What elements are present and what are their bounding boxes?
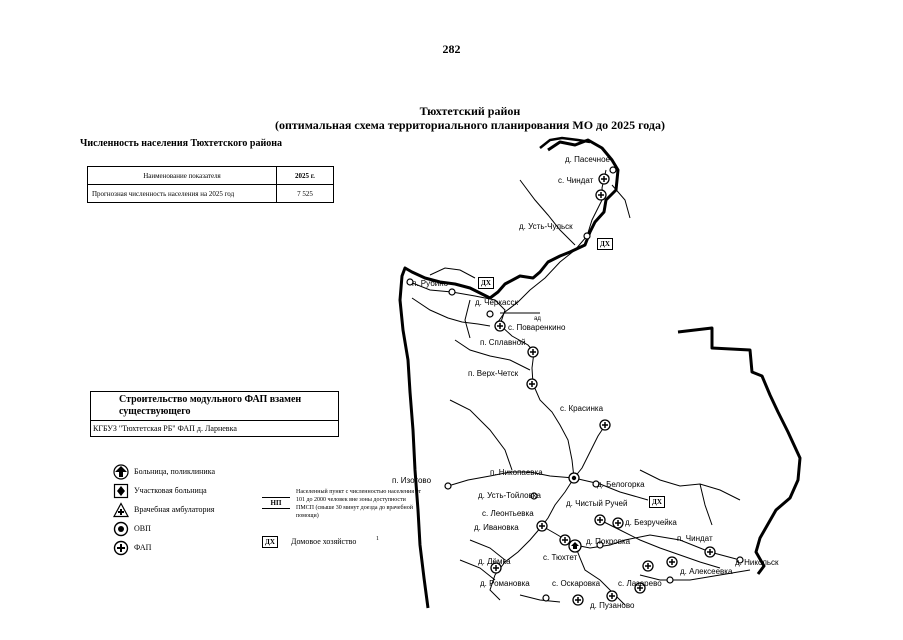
- river: [450, 400, 512, 470]
- settlement-marker: [449, 289, 455, 295]
- settlement-marker: [487, 311, 493, 317]
- fap-icon: [643, 561, 653, 571]
- legend-label: Участковая больница: [134, 486, 207, 495]
- place-label: д. Черкасск: [475, 298, 518, 307]
- table-header-cell: Наименование показателя: [88, 167, 277, 185]
- map-title: Тюхтетский район: [419, 104, 521, 118]
- river: [460, 540, 560, 602]
- dx-map-marker: ДХ: [649, 496, 665, 508]
- place-label: д. Усть-Чульск: [519, 222, 573, 231]
- place-label: д. Белогорка: [597, 480, 645, 489]
- table-header-cell: 2025 г.: [277, 167, 334, 185]
- place-label: д. Безручейка: [625, 518, 677, 527]
- construction-item: КГБУЗ "Тюхтетская РБ" ФАП д. Ларневка: [93, 424, 237, 433]
- legend-label: Врачебная амбулатория: [134, 505, 215, 514]
- fap-icon: [600, 420, 610, 430]
- place-label: п. Чиндат: [677, 534, 713, 543]
- place-labels: [392, 155, 779, 610]
- dx-map-marker: ДХ: [478, 277, 494, 289]
- hospital-icon: [569, 540, 581, 552]
- place-label: д. Покровка: [586, 537, 631, 546]
- legend-label: Больница, поликлиника: [134, 467, 216, 476]
- ovp-icon: [569, 473, 579, 483]
- fap-icon: [667, 557, 677, 567]
- fap-icon: [495, 321, 505, 331]
- dx-legend-label: Домовое хозяйство: [291, 537, 357, 546]
- settlement-marker: [543, 595, 549, 601]
- np-code: НП: [262, 497, 290, 509]
- legend-label: ОВП: [134, 524, 151, 533]
- settlement-marker: [667, 577, 673, 583]
- place-label: п. Рубино: [412, 279, 449, 288]
- legend-label: ФАП: [134, 543, 152, 552]
- np-legend-text: Населенный пункт с численностью населения от 101 до 2000 человек вне зоны доступности ПМСП (свыше 30 минут доезда до врачебной помощи): [296, 489, 422, 519]
- place-label: с. Лазарево: [618, 579, 662, 588]
- table-cell: Прогнозная численность населения на 2025 год: [88, 185, 277, 203]
- place-label: д. Алексеевка: [680, 567, 733, 576]
- page-number: 282: [442, 42, 461, 56]
- road: [532, 352, 574, 478]
- fap-icon: [528, 347, 538, 357]
- fap-icon: [573, 595, 583, 605]
- place-label: д. Романовка: [480, 579, 530, 588]
- place-label: п. Сплавной: [480, 338, 526, 347]
- place-label: д. Дёмка: [478, 557, 511, 566]
- place-label: п. Изотово: [392, 476, 432, 485]
- map-subtitle: (оптимальная схема территориального планирования МО до 2025 года): [275, 118, 665, 132]
- fap-icon: [527, 379, 537, 389]
- dx-map-marker: ДХ: [597, 238, 613, 250]
- small-map-label: ад: [534, 316, 541, 322]
- dx-legend-symbol: ДХ: [262, 536, 278, 548]
- settlement-marker: [445, 483, 451, 489]
- settlement-marker: [610, 167, 616, 173]
- fap-icon: [537, 521, 547, 531]
- fap-icon: [596, 190, 606, 200]
- place-label: д. Пасечное: [565, 155, 610, 164]
- fap-icon: [599, 174, 609, 184]
- place-label: д. Пузаново: [590, 601, 635, 610]
- fap-icon: [613, 518, 623, 528]
- fap-icon: [607, 591, 617, 601]
- river: [455, 300, 530, 370]
- fap-icon: [560, 535, 570, 545]
- place-label: с. Красинка: [560, 404, 604, 413]
- place-label: д. Усть-Тойловка: [478, 491, 541, 500]
- fap-icon: [705, 547, 715, 557]
- place-label: п. Никопаевка: [490, 468, 543, 477]
- table-cell: 7 525: [277, 185, 334, 203]
- place-label: п. Верх-Четск: [468, 369, 519, 378]
- settlement-marker: [584, 233, 590, 239]
- place-label: с. Тюхтет: [543, 553, 578, 562]
- construction-heading: Строительство модульного ФАП взамен существующего: [91, 392, 338, 421]
- place-label: д. Чистый Ручей: [566, 499, 628, 508]
- fap-icon: [595, 515, 605, 525]
- place-label: д. Ивановка: [474, 523, 519, 532]
- population-title: Численность населения Тюхтетского района: [80, 138, 282, 149]
- np-legend-marker: 1: [376, 536, 379, 542]
- river: [520, 180, 630, 245]
- place-label: с. Чиндат: [558, 176, 594, 185]
- place-label: с. Леонтьевка: [482, 509, 534, 518]
- place-label: с. Поваренкино: [508, 323, 566, 332]
- place-label: с. Оскаровка: [552, 579, 601, 588]
- place-label: д. Никольск: [735, 558, 779, 567]
